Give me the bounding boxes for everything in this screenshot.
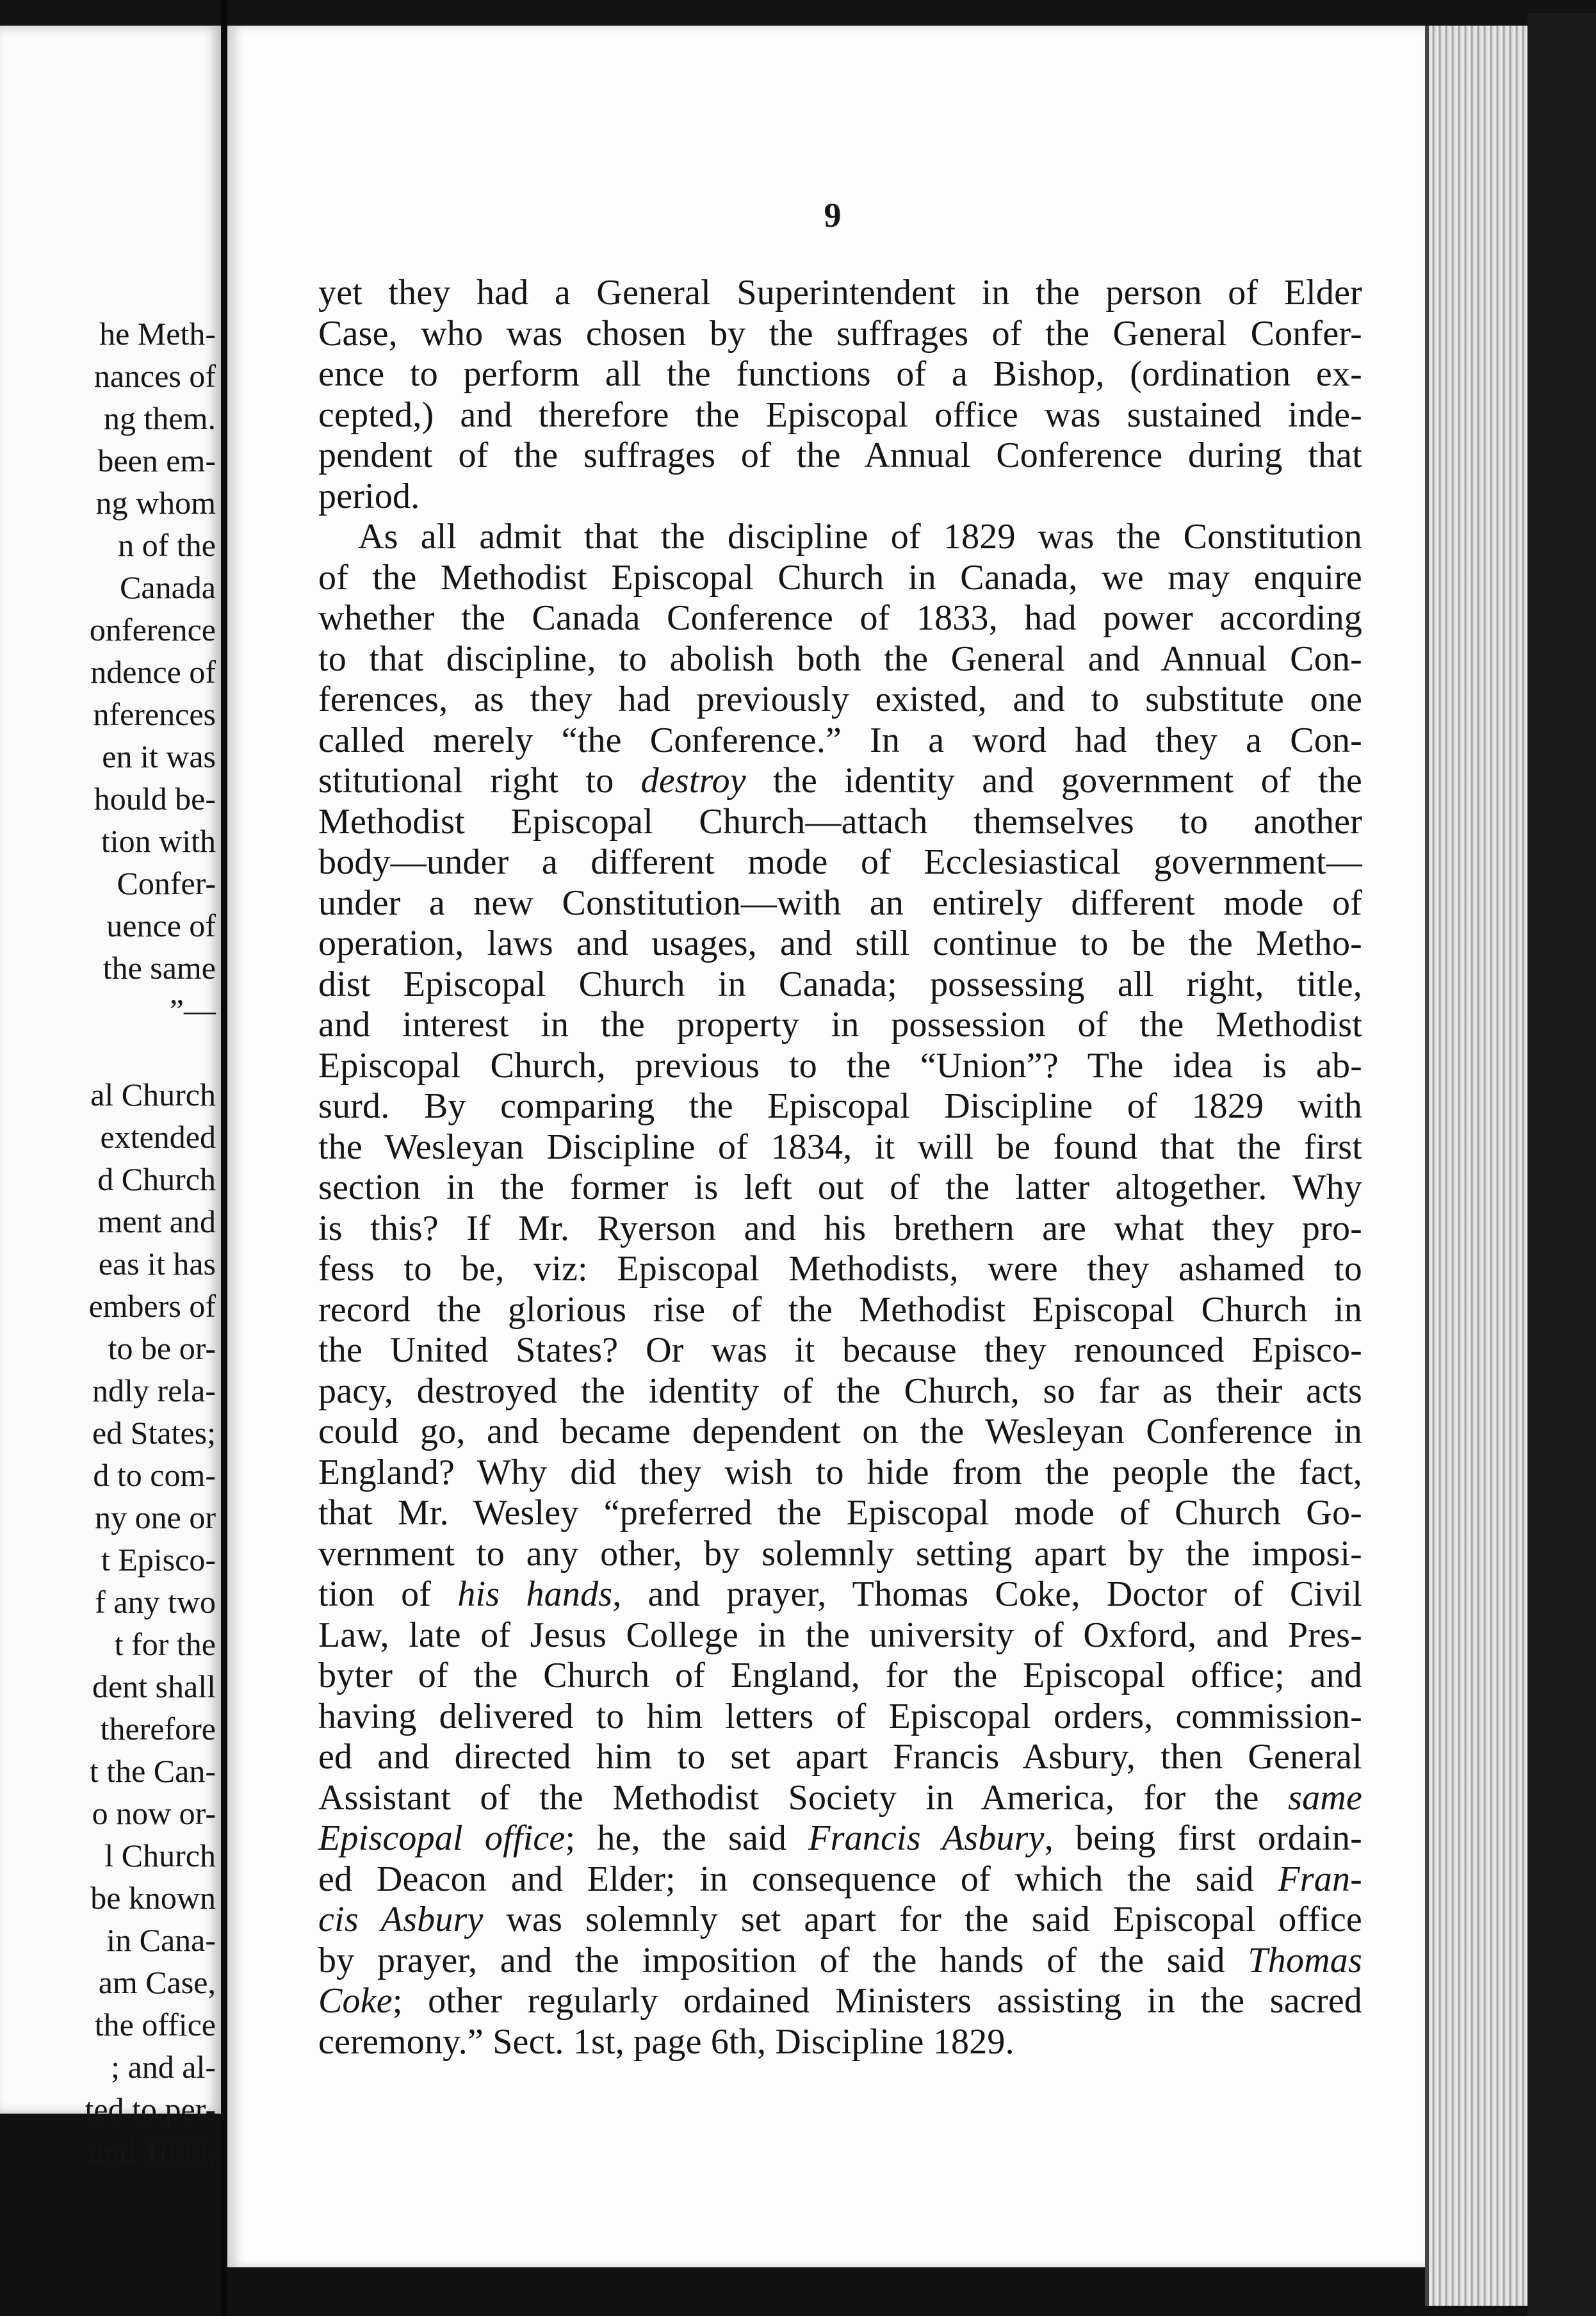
text-line: England? Why did they wish to hide from the people the fact,	[318, 1452, 1362, 1492]
italic-phrase: his hands	[457, 1574, 613, 1614]
text-line: As all admit that the discipline of 1829 was the Constitution	[358, 517, 1362, 557]
left-page-line: ng them.	[104, 400, 216, 436]
left-page-line: in Cana-	[106, 1922, 216, 1958]
italic-phrase: Thomas	[1248, 1940, 1362, 1980]
text-line: Methodist Episcopal Church—attach themselves to another	[318, 801, 1362, 842]
left-page-line: extended	[100, 1119, 216, 1155]
left-page-line: ; and al-	[111, 2049, 216, 2085]
left-page-line: be known	[90, 1880, 216, 1916]
text-line: the United States? Or was it because they renounced Episco-	[318, 1330, 1362, 1370]
left-page-line: Confer-	[117, 865, 216, 901]
text-line	[318, 1981, 1362, 2022]
text-line: pacy, destroyed the identity of the Church, so far as their acts	[318, 1371, 1362, 1411]
text-line	[318, 1818, 1362, 1859]
text-line	[318, 1574, 1362, 1615]
italic-phrase: Fran-	[1278, 1859, 1362, 1899]
text-line	[318, 1778, 1362, 1819]
text-line: called merely “the Conference.” In a word had they a Con-	[318, 720, 1362, 760]
left-page-line: the office	[94, 2007, 216, 2043]
left-page-line: embers of	[88, 1288, 216, 1324]
scan-border-top	[0, 0, 1596, 26]
left-page-line: t Episco-	[101, 1542, 216, 1578]
text-line: ed and directed him to set apart Francis Asbury, then General	[318, 1737, 1362, 1777]
text-line: to that discipline, to abolish both the General and Annual Con-	[318, 639, 1362, 679]
text-segment: was solemnly set apart for the said Episcopal office	[483, 1900, 1362, 1939]
text-line: ferences, as they had previously existed, and to substitute one	[318, 680, 1362, 719]
text-line: yet they had a General Superintendent in the person of Elder	[318, 273, 1362, 313]
text-line: that Mr. Wesley “preferred the Episcopal mode of Church Go-	[318, 1493, 1362, 1533]
book-gutter	[221, 0, 227, 2316]
left-page-line: en it was	[102, 738, 216, 774]
left-page-line: f any two	[95, 1584, 216, 1620]
left-page-line: nances of	[94, 358, 216, 394]
left-page-line: to be or-	[108, 1330, 216, 1366]
text-line: is this? If Mr. Ryerson and his brethern are what they pro-	[318, 1208, 1362, 1248]
text-line: dist Episcopal Church in Canada; possessing all right, title,	[318, 964, 1362, 1004]
text-line: under a new Constitution—with an entirely different mode of	[318, 883, 1362, 923]
text-line: operation, laws and usages, and still continue to be the Metho-	[318, 924, 1362, 963]
text-line: pendent of the suffrages of the Annual Conference during that	[318, 436, 1362, 475]
text-line: Episcopal Church, previous to the “Union”? The idea is ab-	[318, 1045, 1362, 1086]
left-page-line: tion with	[101, 823, 216, 859]
italic-phrase: cis Asbury	[318, 1900, 484, 1939]
italic-phrase: Coke	[318, 1981, 393, 2021]
text-line: of the Methodist Episcopal Church in Canada, we may enquire	[318, 557, 1362, 598]
left-page	[0, 26, 221, 2169]
left-page-line: and 1833,	[89, 2133, 216, 2169]
left-page-line: o now or-	[92, 1795, 216, 1831]
left-page-line: d to com-	[93, 1457, 216, 1493]
left-page-line: Canada	[120, 569, 216, 605]
text-segment: tion of	[318, 1574, 458, 1614]
left-page-line: the same	[102, 950, 216, 986]
left-page-line: l Church	[104, 1838, 216, 1873]
text-segment: the identity and government of the	[745, 761, 1362, 801]
text-line: the Wesleyan Discipline of 1834, it will be found that the first	[318, 1127, 1362, 1167]
left-page-line: t for the	[114, 1626, 216, 1662]
text-line: Law, late of Jesus College in the university of Oxford, and Pres-	[318, 1615, 1362, 1655]
text-line: record the glorious rise of the Methodist Episcopal Church in	[318, 1289, 1362, 1330]
text-line	[318, 1859, 1362, 1900]
left-page-line: been em-	[97, 443, 216, 478]
left-page-line: dent shall	[92, 1668, 216, 1704]
page-number: 9	[824, 196, 842, 234]
text-segment: , being first ordain-	[1044, 1818, 1362, 1858]
text-line	[318, 1941, 1362, 1982]
text-line: having delivered to him letters of Episcopal orders, commission-	[318, 1696, 1362, 1736]
left-page-line: ”—	[169, 992, 216, 1028]
left-page-line: nferences	[93, 696, 216, 732]
left-page-line: therefore	[100, 1711, 216, 1747]
left-page-line: hould be-	[94, 781, 216, 817]
text-segment: stitutional right to	[318, 761, 641, 801]
text-segment: by prayer, and the imposition of the hands of the said	[318, 1940, 1248, 1980]
left-page-line: ng whom	[95, 485, 216, 521]
left-page-line: eas it has	[98, 1246, 216, 1282]
left-page-text-fragments	[0, 313, 216, 2173]
italic-phrase: destroy	[640, 761, 746, 801]
left-page-line: ment and	[97, 1203, 216, 1239]
left-page-line: am Case,	[98, 1964, 216, 2000]
text-line: cepted,) and therefore the Episcopal office was sustained inde-	[318, 395, 1362, 435]
text-line	[318, 1900, 1362, 1941]
left-page-line: n of the	[118, 527, 216, 563]
text-line: vernment to any other, by solemnly setting apart by the imposi-	[318, 1533, 1362, 1574]
left-page-line: ndly rela-	[92, 1373, 216, 1408]
scan-border-right	[1527, 13, 1596, 2316]
italic-phrase: same	[1288, 1777, 1362, 1818]
text-line	[318, 761, 1362, 802]
left-page-line: ny one or	[95, 1499, 216, 1535]
left-page-line: d Church	[97, 1161, 216, 1197]
text-segment: ; other regularly ordained Ministers assisting in the sacred	[392, 1981, 1362, 2021]
left-page-line: onference	[89, 612, 216, 648]
text-line: surd. By comparing the Episcopal Discipline of 1829 with	[318, 1086, 1362, 1126]
body-text	[318, 273, 1362, 2062]
left-page-line: ndence of	[90, 654, 216, 690]
left-page-line	[0, 1031, 216, 1073]
left-page-line: al Church	[90, 1077, 216, 1113]
text-line: period.	[318, 476, 420, 516]
left-page-line: uence of	[106, 908, 216, 943]
left-page-line: ted to per-	[85, 2091, 216, 2127]
text-segment: ed Deacon and Elder; in consequence of which the said	[318, 1859, 1278, 1899]
text-line: body—under a different mode of Ecclesiastical government—	[318, 842, 1362, 882]
text-line: fess to be, viz: Episcopal Methodists, were they ashamed to	[318, 1249, 1362, 1289]
text-line: Case, who was chosen by the suffrages of the General Confer-	[318, 313, 1362, 354]
text-segment: ; he, the said	[565, 1818, 809, 1858]
left-page-line: t the Can-	[89, 1753, 216, 1789]
text-line: and interest in the property in possession of the Methodist	[318, 1005, 1362, 1045]
text-segment: Assistant of the Methodist Society in America, for the	[318, 1777, 1289, 1818]
text-line: could go, and became dependent on the Wesleyan Conference in	[318, 1412, 1362, 1451]
left-page-line: he Meth-	[99, 316, 216, 352]
text-line: section in the former is left out of the latter altogether. Why	[318, 1168, 1362, 1207]
italic-phrase: Francis Asbury	[808, 1818, 1045, 1858]
text-line: whether the Canada Conference of 1833, had power according	[318, 598, 1362, 638]
text-line: byter of the Church of England, for the Episcopal office; and	[318, 1656, 1362, 1695]
text-line: ceremony.” Sect. 1st, page 6th, Discipline 1829.	[318, 2021, 1014, 2062]
text-segment: , and prayer, Thomas Coke, Doctor of Civil	[612, 1574, 1362, 1614]
page-edges	[1425, 26, 1531, 2306]
left-page-line: ed States;	[92, 1415, 216, 1451]
text-line: ence to perform all the functions of a Bishop, (ordination ex-	[318, 354, 1362, 394]
italic-phrase: Episcopal office	[318, 1818, 566, 1858]
